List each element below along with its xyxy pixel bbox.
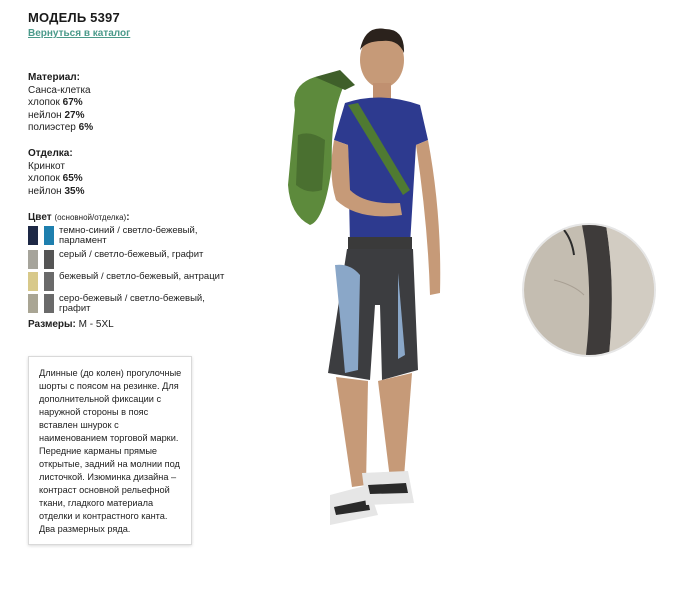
product-model-image bbox=[270, 15, 470, 545]
color-option bbox=[28, 226, 228, 248]
finish-name: Кринкот bbox=[28, 160, 65, 172]
color-label: серый / светло-бежевый, графит bbox=[59, 249, 204, 260]
color-option bbox=[28, 250, 228, 270]
finish-component: нейлон 35% bbox=[28, 185, 85, 197]
color-option bbox=[28, 294, 228, 316]
main-color-swatch bbox=[28, 250, 38, 269]
trim-color-swatch bbox=[44, 294, 54, 313]
trim-color-swatch bbox=[44, 250, 54, 269]
material-section bbox=[28, 72, 93, 135]
material-component: полиэстер 6% bbox=[28, 122, 94, 133]
finish-section bbox=[28, 148, 85, 198]
color-label: темно-синий / светло-бежевый, парламент bbox=[59, 225, 198, 246]
material-heading: Материал: bbox=[28, 72, 80, 83]
main-color-swatch bbox=[28, 226, 38, 245]
material-component: хлопок 67% bbox=[28, 97, 83, 108]
sizes-value: М - 5XL bbox=[78, 319, 114, 330]
material-name: Санса-клетка bbox=[28, 84, 91, 96]
trim-color-swatch bbox=[44, 272, 54, 291]
color-heading: Цвет (основной/отделка): bbox=[28, 212, 130, 223]
color-label: серо-бежевый / светло-бежевый, графит bbox=[59, 293, 205, 314]
back-to-catalog-link[interactable]: Вернуться в каталог bbox=[28, 28, 131, 39]
finish-component: хлопок 65% bbox=[28, 173, 83, 184]
page-title: МОДЕЛЬ 5397 bbox=[28, 10, 120, 25]
product-description: Длинные (до колен) прогулочные шорты с поясом на резинке. Для дополнительной фиксации с наружной стороны в пояс вставлен шнурок с наименованием торговой марки. Передние карманы прямые открытые, задний на молнии под листочкой. Изюминка дизайна – контраст основной рельефной ткани, гладкого материала отделки и контрастного канта. Два размерных ряда. bbox=[28, 356, 192, 545]
color-label: бежевый / светло-бежевый, антрацит bbox=[59, 271, 225, 282]
sizes-row bbox=[28, 319, 114, 330]
color-option bbox=[28, 272, 228, 292]
trim-color-swatch bbox=[44, 226, 54, 245]
fabric-detail-image bbox=[524, 225, 654, 355]
material-component: нейлон 27% bbox=[28, 109, 85, 121]
sizes-heading: Размеры: bbox=[28, 319, 76, 330]
color-section bbox=[28, 212, 228, 316]
finish-heading: Отделка: bbox=[28, 148, 73, 159]
main-color-swatch bbox=[28, 294, 38, 313]
main-color-swatch bbox=[28, 272, 38, 291]
